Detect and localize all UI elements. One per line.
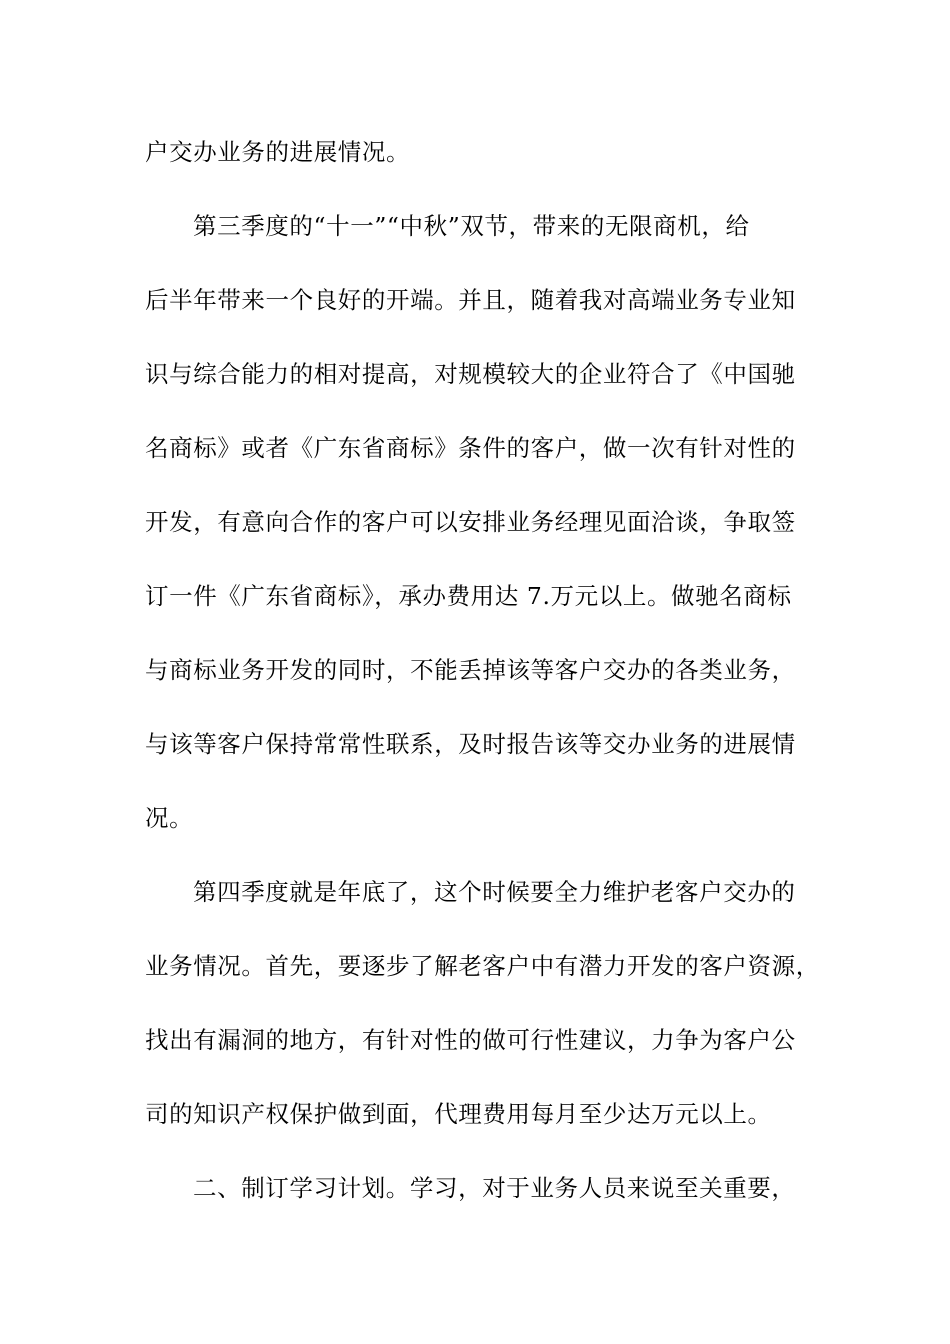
text-line: 业务情况。首先，要逐步了解老客户中有潜力开发的客户资源， (145, 952, 820, 980)
text-line: 第四季度就是年底了，这个时候要全力维护老客户交办的 (193, 878, 796, 906)
text-line: 名商标》或者《广东省商标》条件的客户，做一次有针对性的 (145, 434, 796, 462)
text-line: 找出有漏洞的地方，有针对性的做可行性建议，力争为客户公 (145, 1026, 796, 1054)
text-line: 与商标业务开发的同时，不能丢掉该等客户交办的各类业务， (145, 656, 796, 684)
text-line: 户交办业务的进展情况。 (145, 138, 411, 166)
text-line: 况。 (145, 804, 194, 832)
text-line: 与该等客户保持常常性联系，及时报告该等交办业务的进展情 (145, 730, 796, 758)
text-line: 二、制订学习计划。学习，对于业务人员来说至关重要， (193, 1174, 796, 1202)
text-line: 司的知识产权保护做到面，代理费用每月至少达万元以上。 (145, 1100, 772, 1128)
text-line: 开发，有意向合作的客户可以安排业务经理见面洽谈，争取签 (145, 508, 796, 536)
text-line: 识与综合能力的相对提高，对规模较大的企业符合了《中国驰 (145, 360, 796, 388)
text-line: 后半年带来一个良好的开端。并且，随着我对高端业务专业知 (145, 286, 796, 314)
text-line: 订一件《广东省商标》，承办费用达 7.万元以上。做驰名商标 (145, 582, 792, 610)
text-line: 第三季度的“十一”“中秋”双节，带来的无限商机，给 (193, 212, 750, 240)
